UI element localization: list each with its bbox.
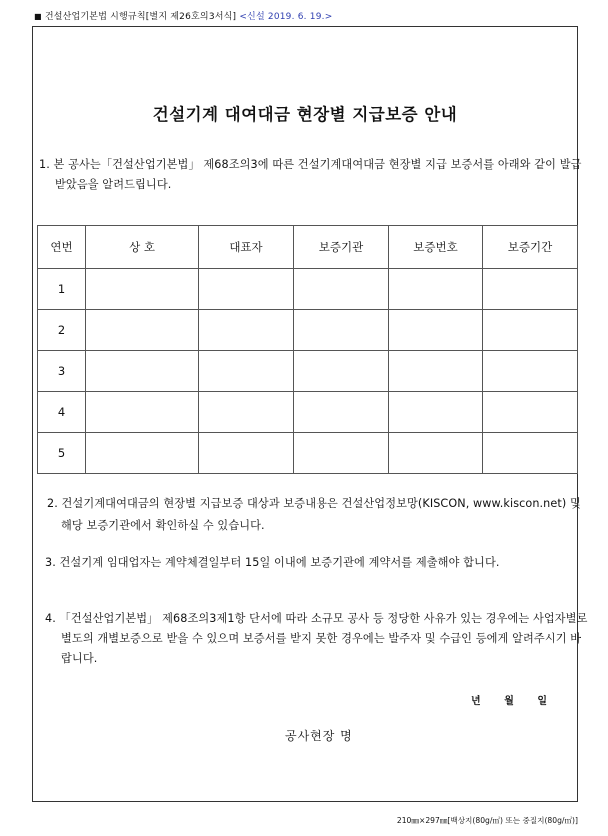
col-header-guarantor: 보증기관 [294,226,389,269]
revision-note: <신설 2019. 6. 19.> [239,12,333,22]
row-number: 3 [38,351,86,392]
row-number: 2 [38,310,86,351]
form-header [34,9,332,22]
col-header-serial: 연번 [38,226,86,269]
guarantee-number-cell[interactable] [389,392,483,433]
guarantee-period-cell[interactable] [483,269,578,310]
table-row [38,433,578,474]
table-row [38,269,578,310]
guarantee-number-cell[interactable] [389,351,483,392]
company-cell[interactable] [86,310,199,351]
representative-cell[interactable] [199,351,294,392]
guarantee-number-cell[interactable] [389,433,483,474]
site-name-label: 공사현장 명 [285,729,353,743]
company-cell[interactable] [86,269,199,310]
guarantor-cell[interactable] [294,392,389,433]
date-line: 년 월 일 [471,696,547,707]
company-cell[interactable] [86,351,199,392]
table-row [38,351,578,392]
representative-cell[interactable] [199,433,294,474]
form-title: 건설기계 대여대금 현장별 지급보증 안내 [152,105,458,124]
representative-cell[interactable] [199,310,294,351]
paragraph-4: 4. 「건설산업기본법」 제68조의3제1항 단서에 따라 소규모 공사 등 정당한 사유가 있는 경우에는 사업자별로 별도의 개별보증으로 받을 수 있으며 보증서를 받지 못한 경우에는 발주자 및 수급인 등에게 알려주시기 바랍니다. [45,612,588,665]
guarantee-period-cell[interactable] [483,433,578,474]
table-row [38,310,578,351]
square-bullet-icon: ■ [34,12,42,21]
col-header-company: 상 호 [86,226,199,269]
col-header-representative: 대표자 [199,226,294,269]
guarantor-cell[interactable] [294,269,389,310]
form-frame [32,26,588,802]
paper-spec-footer: 210㎜×297㎜[백상지(80g/㎡) 또는 중질지(80g/㎡)] [396,816,578,825]
table-row [38,392,578,433]
paragraph-3: 3. 건설기계 임대업자는 계약체결일부터 15일 이내에 보증기관에 계약서를 제출해야 합니다. [45,556,500,569]
row-number: 5 [38,433,86,474]
guarantee-number-cell[interactable] [389,269,483,310]
row-number: 4 [38,392,86,433]
company-cell[interactable] [86,392,199,433]
guarantor-cell[interactable] [294,351,389,392]
guarantee-number-cell[interactable] [389,310,483,351]
guarantor-cell[interactable] [294,433,389,474]
guarantee-period-cell[interactable] [483,310,578,351]
paragraph-2: 2. 건설기계대여대금의 현장별 지급보증 대상과 보증내용은 건설산업정보망(KISCON, www.kiscon.net) 및 해당 보증기관에서 확인하실 수 있습니다. [47,497,581,532]
col-header-guarantee-number: 보증번호 [389,226,483,269]
representative-cell[interactable] [199,269,294,310]
row-number: 1 [38,269,86,310]
paragraph-1: 1. 본 공사는「건설산업기본법」 제68조의3에 따른 건설기계대여대금 현장별 지급 보증서를 아래와 같이 발급받았음을 알려드립니다. [39,158,582,191]
guarantee-period-cell[interactable] [483,392,578,433]
table-header-row [38,226,578,269]
regulation-reference: 건설산업기본법 시행규칙[별지 제26호의3서식] [44,12,237,22]
guarantee-table [37,225,578,474]
col-header-guarantee-period: 보증기간 [483,226,578,269]
representative-cell[interactable] [199,392,294,433]
guarantee-period-cell[interactable] [483,351,578,392]
company-cell[interactable] [86,433,199,474]
guarantor-cell[interactable] [294,310,389,351]
